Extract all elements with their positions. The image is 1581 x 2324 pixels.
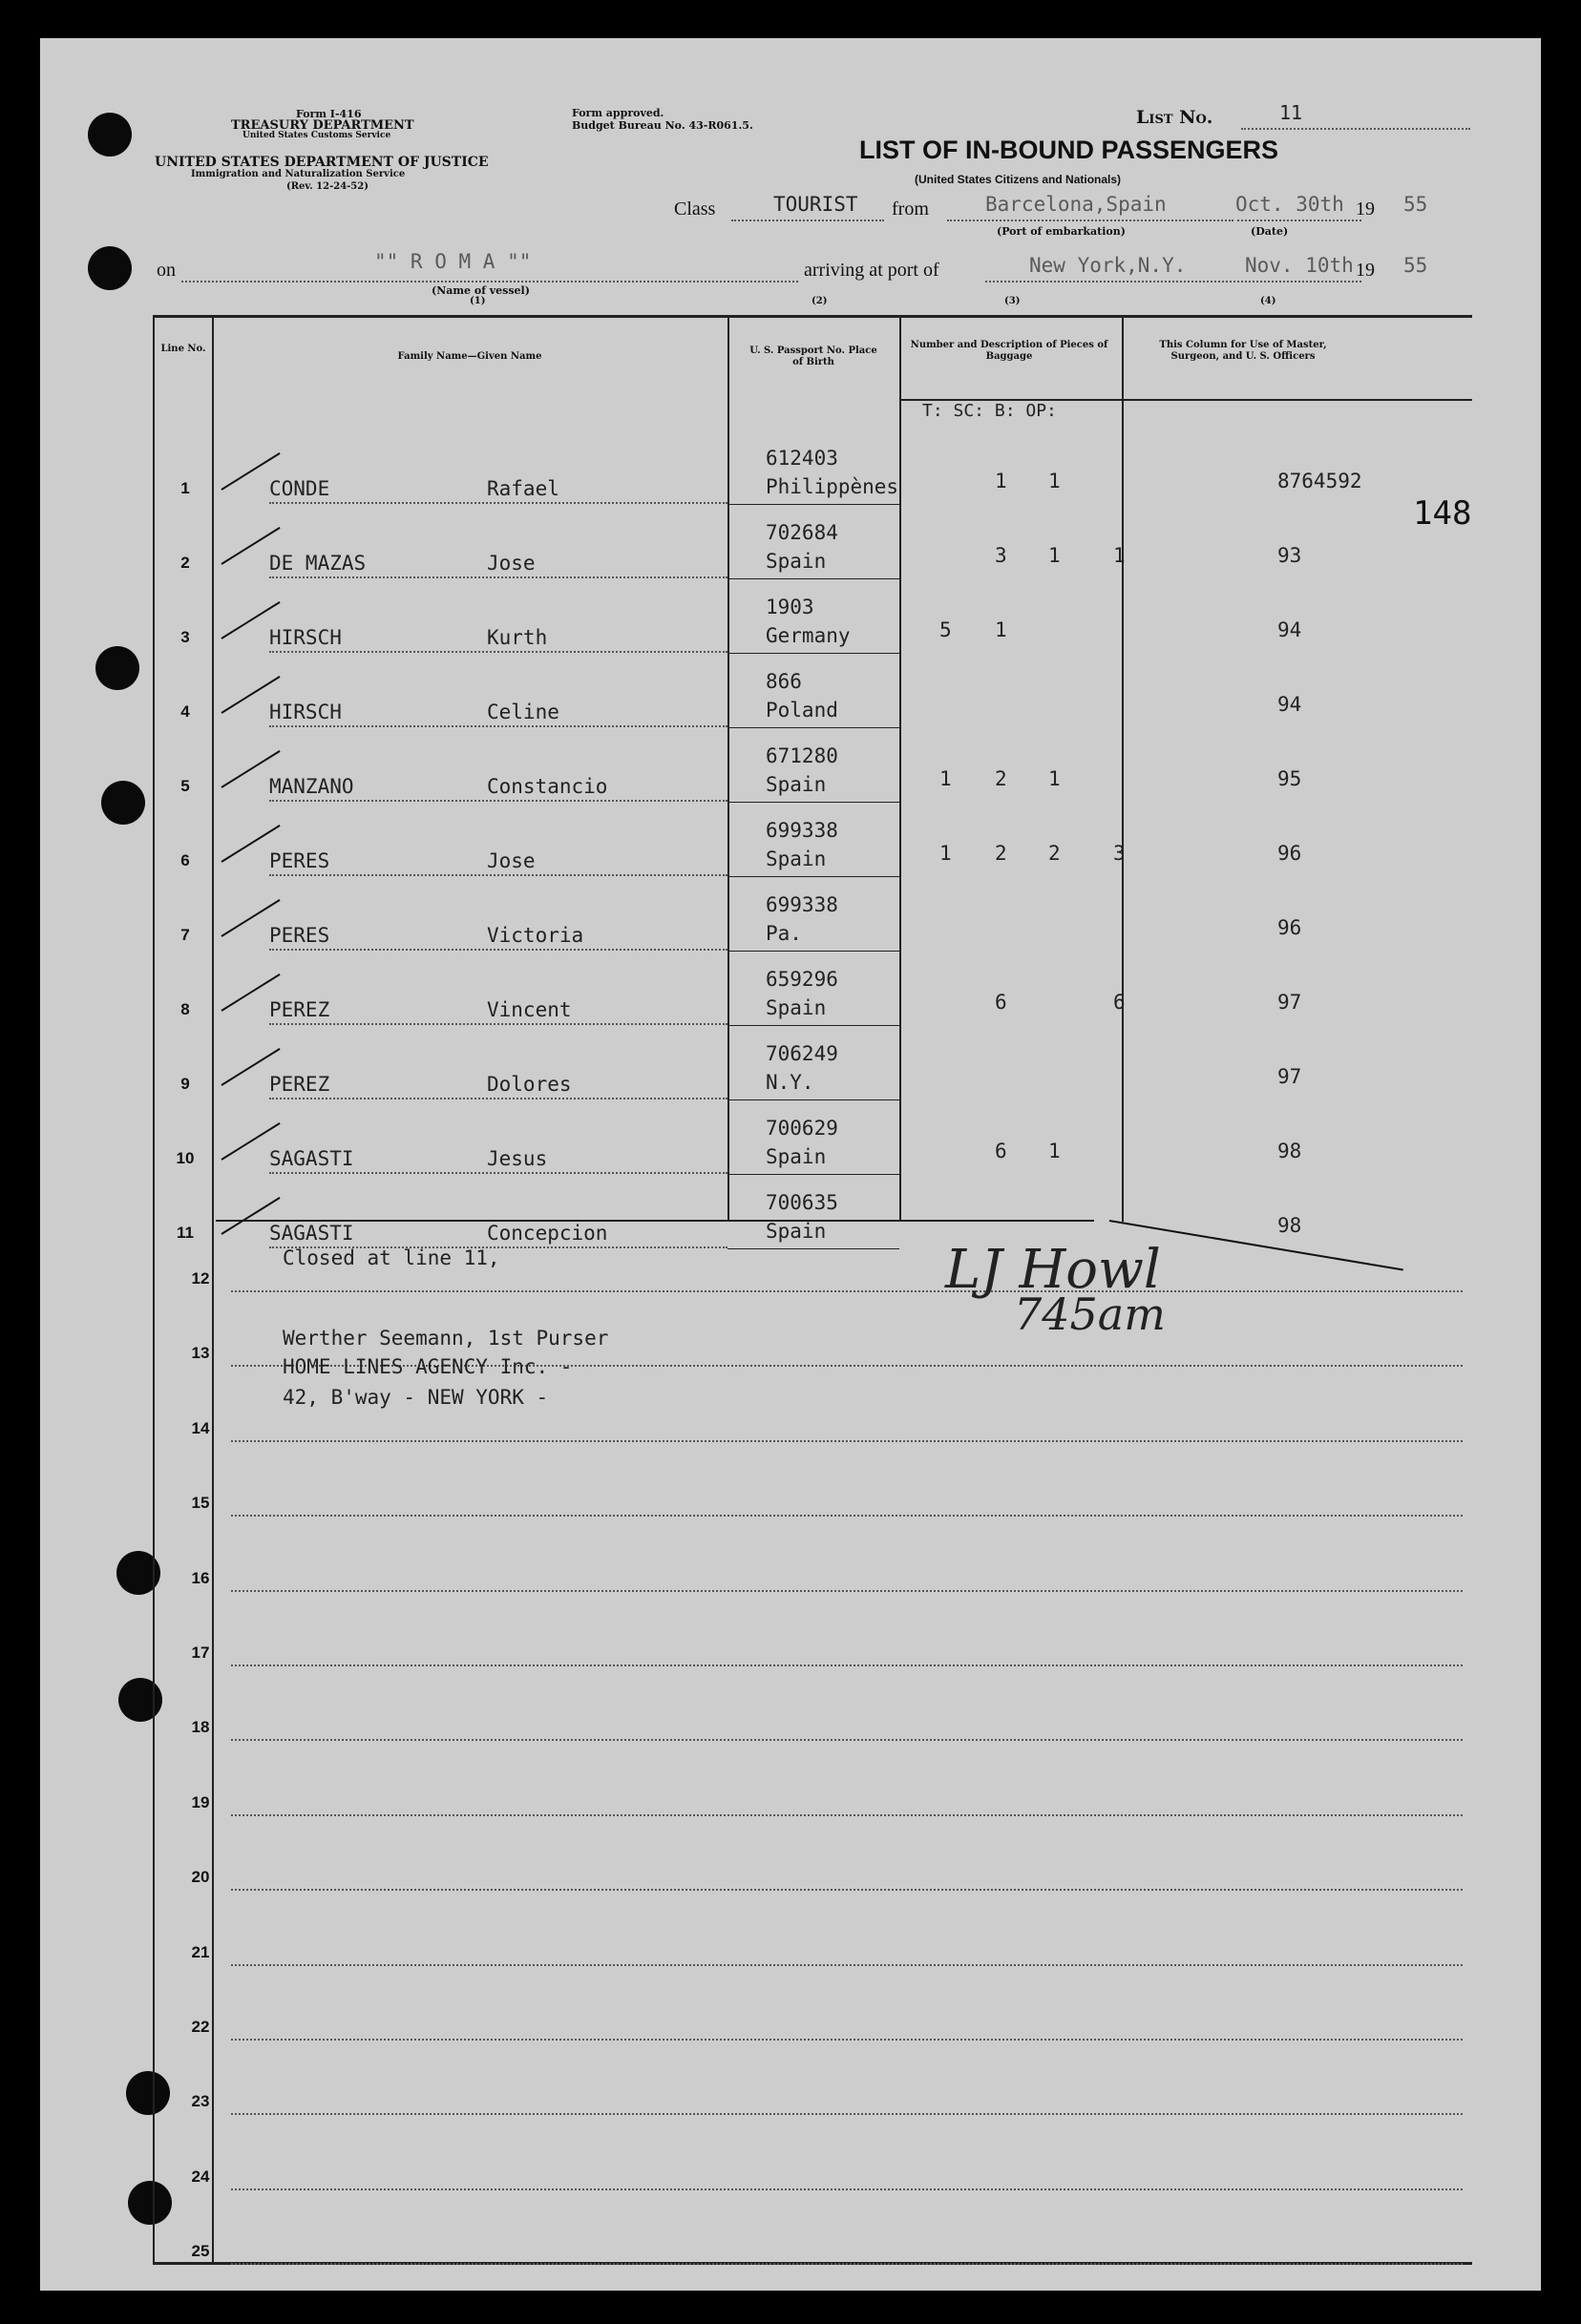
officer-notation: 98: [1277, 1140, 1302, 1162]
given-name: Vincent: [487, 998, 572, 1021]
given-name: Celine: [487, 701, 559, 723]
line-number: 1: [180, 479, 190, 497]
row-separator: [727, 578, 899, 579]
place-of-birth: Spain: [766, 848, 827, 870]
place-of-birth: N.Y.: [766, 1071, 814, 1094]
page-stamp: 148: [1413, 494, 1472, 533]
family-name: PEREZ: [269, 998, 330, 1021]
row-rule: [269, 1023, 727, 1025]
line-number: 15: [191, 1494, 210, 1513]
form-number: Form I-416: [296, 108, 362, 120]
officer-signature: LJ Howl: [945, 1239, 1161, 1301]
row-rule: [231, 1889, 1463, 1891]
agency-name: HOME LINES AGENCY Inc. -: [283, 1355, 573, 1378]
place-of-birth: Spain: [766, 1220, 827, 1243]
officer-notation: 98: [1277, 1214, 1302, 1237]
from-label: from: [892, 199, 929, 220]
line-number: 20: [191, 1868, 210, 1887]
given-name: Dolores: [487, 1073, 572, 1096]
col-header-baggage: Number and Description of Pieces of Baggage: [910, 340, 1108, 362]
line-number: 19: [191, 1792, 210, 1811]
place-of-birth: Poland: [766, 699, 838, 722]
baggage-suitcases: 1: [995, 618, 1007, 641]
baggage-bags: 1: [1048, 544, 1061, 567]
family-name: HIRSCH: [269, 701, 342, 723]
revision-date: (Rev. 12-24-52): [286, 181, 369, 192]
baggage-suitcases: 1: [995, 470, 1007, 492]
baggage-suitcases: 3: [995, 544, 1007, 567]
passport-number: 866: [766, 670, 802, 693]
place-of-birth: Spain: [766, 1145, 827, 1168]
line-number: 17: [191, 1644, 210, 1662]
row-rule: [269, 949, 727, 951]
passport-number: 699338: [766, 893, 838, 916]
date-caption: (Date): [1251, 225, 1289, 238]
row-rule: [231, 1814, 1463, 1816]
officer-notation: 93: [1277, 544, 1302, 567]
line-number: 9: [180, 1075, 190, 1093]
class-label: Class: [674, 199, 716, 220]
line-number: 14: [191, 1418, 210, 1437]
line-number: 8: [180, 1000, 190, 1018]
on-label: on: [157, 260, 176, 281]
baggage-suitcases: 6: [995, 991, 1007, 1014]
arriving-label: arriving at port of: [804, 260, 939, 281]
line-number: 11: [177, 1224, 194, 1242]
given-name: Jose: [487, 849, 536, 872]
port-caption: (Port of embarkation): [997, 225, 1126, 238]
row-separator: [727, 1248, 899, 1249]
punch-hole: [88, 246, 132, 290]
passport-number: 700629: [766, 1117, 838, 1140]
col4-number: (4): [1260, 296, 1276, 306]
row-separator: [727, 802, 899, 803]
page-title: LIST OF IN-BOUND PASSENGERS: [859, 136, 1279, 164]
line-number: 12: [191, 1269, 210, 1288]
punch-hole: [88, 113, 132, 157]
baggage-subheader: T: SC: B: OP:: [922, 401, 1057, 421]
list-no-label: List No.: [1136, 107, 1213, 128]
row-separator: [727, 951, 899, 952]
baggage-bags: 2: [1048, 842, 1061, 865]
officer-notation: 8764592: [1277, 470, 1362, 492]
list-number: 11: [1279, 101, 1303, 124]
col-header-name: Family Name—Given Name: [397, 351, 542, 362]
row-rule: [231, 1440, 1463, 1442]
baggage-suitcases: 2: [995, 842, 1007, 865]
row-separator: [727, 1174, 899, 1175]
family-name: SAGASTI: [269, 1147, 354, 1170]
baggage-trunks: 5: [939, 618, 952, 641]
line-number: 16: [191, 1568, 210, 1587]
given-name: Constancio: [487, 775, 608, 798]
officer-notation: 97: [1277, 1065, 1302, 1088]
family-name: CONDE: [269, 477, 330, 500]
punch-hole: [118, 1678, 162, 1722]
col-header-officers: This Column for Use of Master, Surgeon, and U. S. Officers: [1159, 340, 1327, 362]
officer-notation: 94: [1277, 693, 1302, 716]
baggage-bags: 1: [1048, 767, 1061, 790]
family-name: PERES: [269, 924, 330, 947]
line-number: 25: [191, 2242, 210, 2261]
row-separator: [727, 653, 899, 654]
row-separator: [727, 1025, 899, 1026]
baggage-trunks: 1: [939, 767, 952, 790]
line-number: 21: [191, 1942, 210, 1961]
row-rule: [231, 1590, 1463, 1592]
place-of-birth: Philippènes: [766, 475, 899, 498]
page-subtitle: (United States Citizens and Nationals): [915, 173, 1122, 186]
row-rule: [231, 1964, 1463, 1966]
baggage-trunks: 1: [939, 842, 952, 865]
baggage-other: 6: [1113, 991, 1126, 1014]
family-name: SAGASTI: [269, 1222, 354, 1245]
col1-number: (1): [470, 296, 486, 306]
line-number: 18: [191, 1718, 210, 1737]
given-name: Victoria: [487, 924, 584, 947]
line-number: 10: [176, 1149, 195, 1167]
row-rule: [269, 800, 727, 802]
class-value: TOURIST: [773, 193, 858, 216]
row-rule: [269, 576, 727, 578]
budget-bureau: Budget Bureau No. 43-R061.5.: [572, 119, 753, 132]
given-name: Concepcion: [487, 1222, 608, 1245]
year-prefix: 19: [1356, 199, 1375, 220]
vessel-caption: (Name of vessel): [432, 284, 530, 297]
row-rule: [269, 1098, 727, 1099]
passport-number: 612403: [766, 447, 838, 470]
given-name: Jesus: [487, 1147, 548, 1170]
family-name: DE MAZAS: [269, 552, 367, 575]
officer-notation: 97: [1277, 991, 1302, 1014]
row-rule: [231, 1739, 1463, 1741]
place-of-birth: Germany: [766, 624, 851, 647]
punch-hole: [101, 781, 145, 825]
given-name: Kurth: [487, 626, 548, 649]
manifest-sheet: [40, 38, 1541, 2291]
given-name: Jose: [487, 552, 536, 575]
row-separator: [727, 727, 899, 728]
arrival-year-prefix: 19: [1356, 260, 1375, 281]
closed-at-line: Closed at line 11,: [283, 1246, 500, 1269]
vessel-name: "" R O M A "": [374, 250, 532, 273]
line-number: 5: [180, 777, 190, 795]
passport-number: 1903: [766, 596, 814, 618]
punch-hole: [126, 2071, 170, 2115]
family-name: HIRSCH: [269, 626, 342, 649]
place-of-birth: Spain: [766, 996, 827, 1019]
embarkation-date: Oct. 30th: [1235, 193, 1344, 216]
baggage-suitcases: 6: [995, 1140, 1007, 1162]
baggage-other: 3: [1113, 842, 1126, 865]
punch-hole: [128, 2181, 172, 2225]
line-number: 7: [180, 926, 190, 944]
form-approved: Form approved.: [572, 107, 664, 119]
officer-notation: 96: [1277, 842, 1302, 865]
family-name: MANZANO: [269, 775, 354, 798]
department-of-justice: UNITED STATES DEPARTMENT OF JUSTICE: [155, 155, 489, 170]
arrival-year: 55: [1403, 254, 1428, 277]
col2-number: (2): [812, 296, 828, 306]
arrival-port: New York,N.Y.: [1029, 254, 1187, 277]
baggage-bags: 1: [1048, 1140, 1061, 1162]
agency-address: 42, B'way - NEW YORK -: [283, 1386, 549, 1409]
line-number: 3: [180, 628, 190, 646]
given-name: Rafael: [487, 477, 559, 500]
col-header-passport: U. S. Passport No. Place of Birth: [749, 345, 877, 367]
place-of-birth: Spain: [766, 773, 827, 796]
passport-number: 659296: [766, 968, 838, 991]
baggage-other: 1: [1113, 544, 1126, 567]
purser-name: Werther Seemann, 1st Purser: [283, 1327, 609, 1350]
line-number: 6: [180, 851, 190, 869]
port-of-embarkation: Barcelona,Spain: [985, 193, 1167, 216]
place-of-birth: Spain: [766, 550, 827, 573]
year-value: 55: [1403, 193, 1428, 216]
row-separator: [727, 876, 899, 877]
passport-number: 702684: [766, 521, 838, 544]
officer-notation: 96: [1277, 916, 1302, 939]
baggage-bags: 1: [1048, 470, 1061, 492]
row-rule: [231, 2188, 1463, 2190]
row-rule: [269, 1172, 727, 1174]
passport-number: 671280: [766, 744, 838, 767]
row-rule: [269, 874, 727, 876]
row-rule: [269, 651, 727, 653]
row-separator: [727, 1099, 899, 1100]
family-name: PEREZ: [269, 1073, 330, 1096]
baggage-suitcases: 2: [995, 767, 1007, 790]
line-number: 24: [191, 2167, 210, 2186]
passport-number: 699338: [766, 819, 838, 842]
row-rule: [231, 1664, 1463, 1666]
line-number: 4: [180, 702, 190, 721]
passport-number: 700635: [766, 1191, 838, 1214]
customs-service: United States Customs Service: [242, 131, 391, 140]
row-rule: [231, 2039, 1463, 2041]
row-rule: [231, 1290, 1463, 1292]
officer-notation: 94: [1277, 618, 1302, 641]
row-rule: [231, 2263, 1463, 2265]
line-number: 23: [191, 2092, 210, 2111]
row-rule: [231, 2113, 1463, 2115]
line-number: 13: [191, 1344, 210, 1363]
treasury-department: TREASURY DEPARTMENT: [231, 118, 414, 133]
col3-number: (3): [1004, 296, 1021, 306]
arrival-date: Nov. 10th: [1245, 254, 1354, 277]
row-rule: [231, 1515, 1463, 1517]
family-name: PERES: [269, 849, 330, 872]
signature-time: 745am: [1014, 1288, 1166, 1340]
officer-notation: 95: [1277, 767, 1302, 790]
immigration-service: Immigration and Naturalization Service: [191, 169, 406, 179]
punch-hole: [95, 646, 139, 690]
line-number: 2: [180, 554, 190, 572]
place-of-birth: Pa.: [766, 922, 802, 945]
line-number: 22: [191, 2018, 210, 2036]
row-rule: [269, 502, 727, 504]
row-rule: [269, 725, 727, 727]
row-separator: [727, 504, 899, 505]
passport-number: 706249: [766, 1042, 838, 1065]
col-header-line-no: Line No.: [160, 344, 206, 354]
